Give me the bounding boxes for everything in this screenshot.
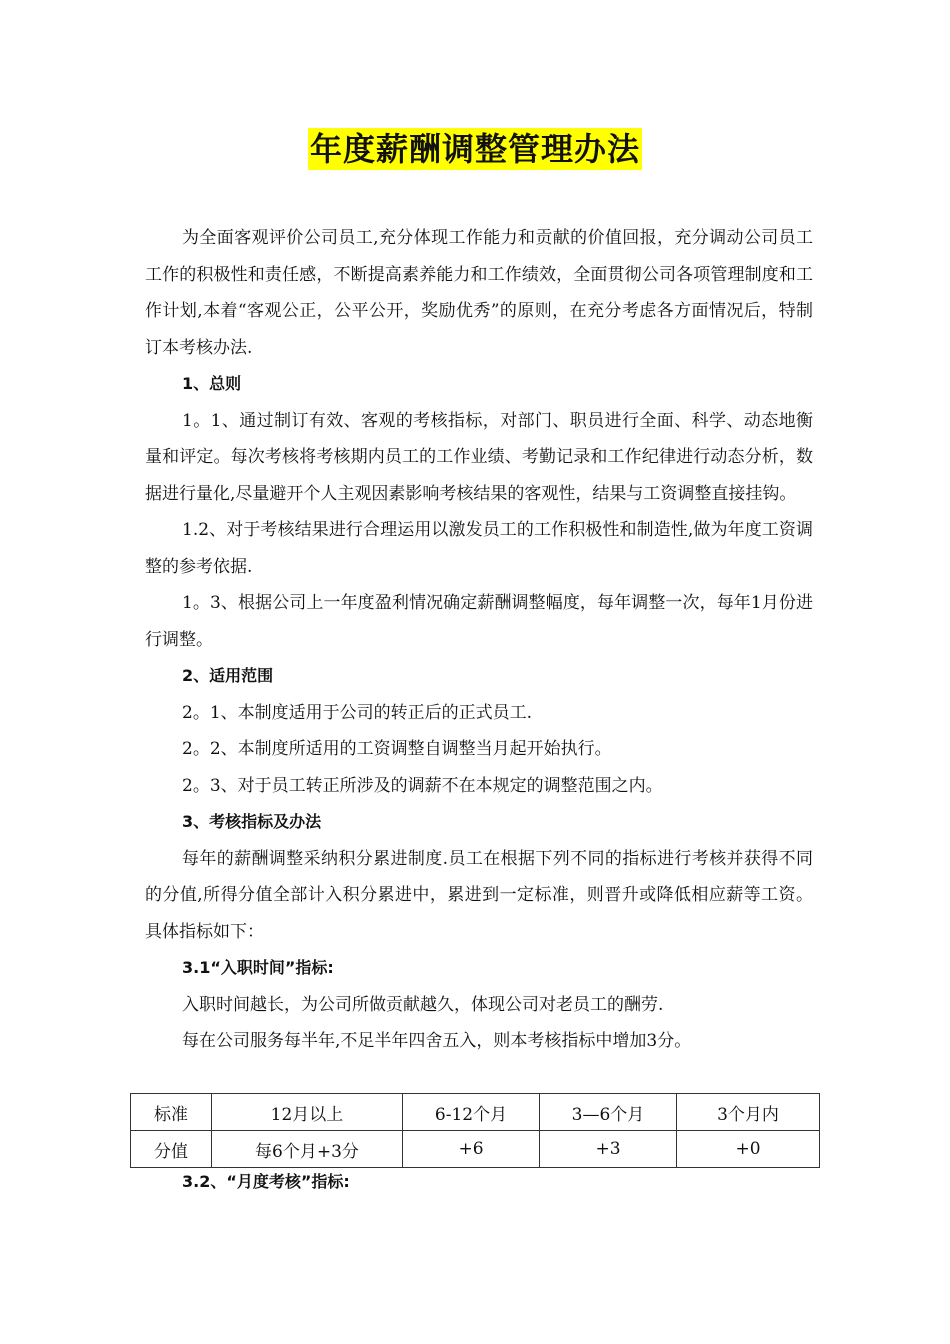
clause-1-1: 1。1、通过制订有效、客观的考核指标，对部门、职员进行全面、科学、动态地衡量和评定。每次考核将考核期内员工的工作业绩、考勤记录和工作纪律进行动态分析，数据进行量化,尽量避开个人主观因素影响考核结果的客观性，结果与工资调整直接挂钩。 (145, 410, 813, 504)
table-cell: +3 (540, 1131, 677, 1168)
section-heading-general: 1、总则 (182, 374, 242, 393)
clause-2-3: 2。3、对于员工转正所涉及的调薪不在本规定的调整范围之内。 (182, 775, 663, 796)
table-row (131, 1094, 820, 1131)
clause-1-2: 1.2、对于考核结果进行合理运用以激发员工的工作积极性和制造性,做为年度工资调整的参考依据. (145, 520, 813, 577)
table-cell: +0 (677, 1131, 820, 1168)
document-body (145, 220, 813, 1060)
table-cell: 12月以上 (212, 1094, 403, 1131)
document-title: 年度薪酬调整管理办法 (309, 130, 640, 168)
intro-paragraph: 为全面客观评价公司员工,充分体现工作能力和贡献的价值回报，充分调动公司员工工作的积极性和责任感，不断提高素养能力和工作绩效，全面贯彻公司各项管理制度和工作计划,本着“客观公正，公平公开，奖励优秀”的原则，在充分考虑各方面情况后，特制订本考核办法. (145, 228, 813, 358)
table-cell: 每6个月+3分 (212, 1131, 403, 1168)
section-heading-scope: 2、适用范围 (182, 666, 274, 685)
tenure-score-table (130, 1093, 820, 1168)
table-cell: 3个月内 (677, 1094, 820, 1131)
subsection-heading-monthly: 3.2、“月度考核”指标: (182, 1172, 350, 1191)
clause-2-2: 2。2、本制度所适用的工资调整自调整当月起开始执行。 (182, 739, 612, 759)
table-cell: 标准 (131, 1094, 212, 1131)
table-cell: 6-12个月 (403, 1094, 540, 1131)
clause-2-1: 2。1、本制度适用于公司的转正后的正式员工. (182, 702, 533, 723)
table-cell: 3—6个月 (540, 1094, 677, 1131)
table-cell: 分值 (131, 1131, 212, 1168)
tenure-rule: 每在公司服务每半年,不足半年四舍五入，则本考核指标中增加3分。 (182, 1031, 692, 1051)
tenure-description: 入职时间越长，为公司所做贡献越久，体现公司对老员工的酬劳. (182, 994, 664, 1015)
title-container (0, 128, 950, 170)
subsection-heading-tenure: 3.1“入职时间”指标: (182, 958, 334, 977)
clause-1-3: 1。3、根据公司上一年度盈利情况确定薪酬调整幅度，每年调整一次，每年1月份进行调整。 (145, 593, 813, 650)
table-row (131, 1131, 820, 1168)
section-heading-indicators: 3、考核指标及办法 (182, 812, 322, 831)
indicators-paragraph: 每年的薪酬调整采纳积分累进制度.员工在根据下列不同的指标进行考核并获得不同的分值,所得分值全部计入积分累进中，累进到一定标准，则晋升或降低相应薪等工资。具体指标如下： (145, 848, 813, 942)
table-cell: +6 (403, 1131, 540, 1168)
